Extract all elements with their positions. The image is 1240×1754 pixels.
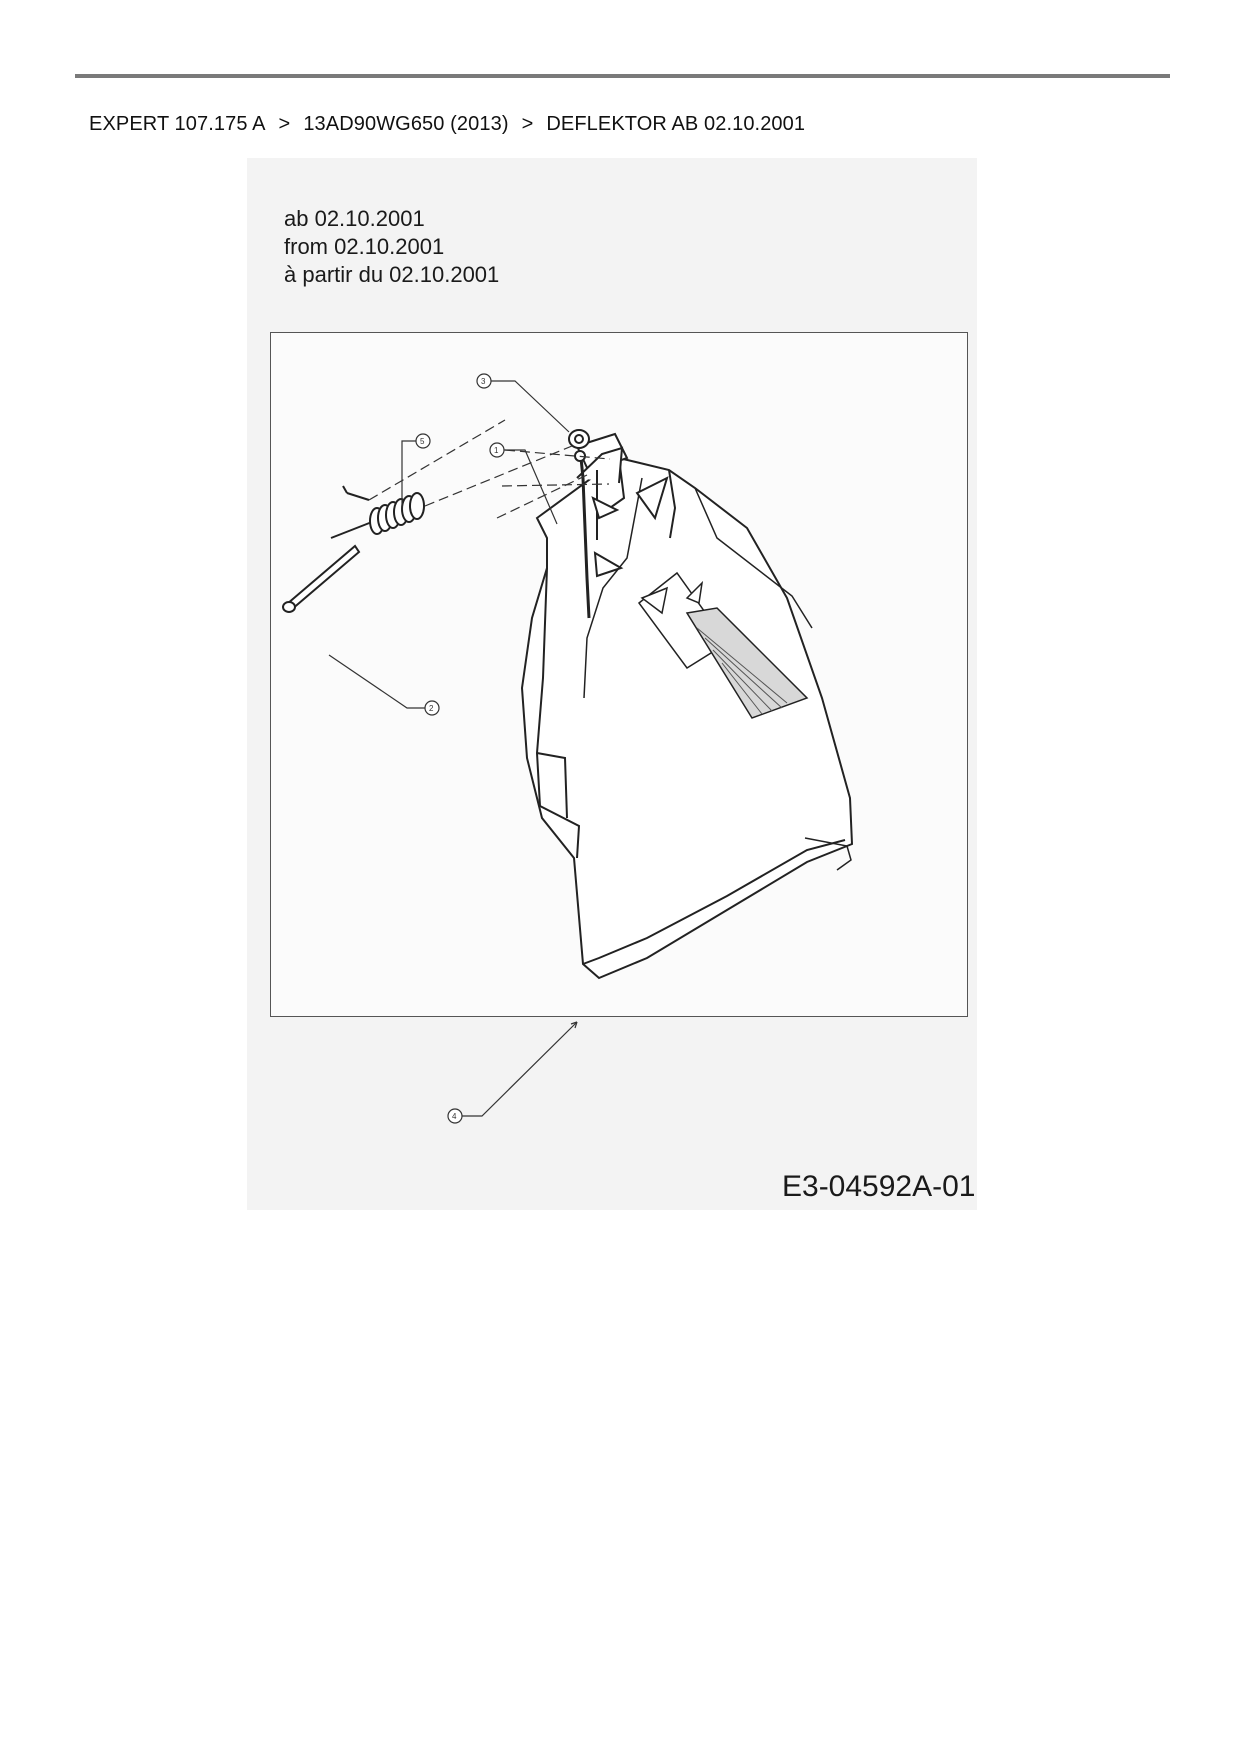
caption-english: from 02.10.2001 (284, 234, 445, 259)
callout-4-label: 4 (452, 1112, 457, 1121)
torsion-spring[interactable] (331, 486, 424, 538)
callout-4[interactable] (448, 1022, 577, 1123)
pivot-pin[interactable] (283, 546, 359, 612)
callout-3[interactable] (477, 374, 569, 432)
breadcrumb-separator: > (278, 113, 291, 135)
caption-french: à partir du 02.10.2001 (284, 262, 500, 287)
caption-german: ab 02.10.2001 (284, 206, 425, 231)
breadcrumb (89, 113, 805, 136)
breadcrumb-part-number[interactable]: 13AD90WG650 (2013) (303, 113, 509, 135)
callout-1-label: 1 (494, 446, 499, 455)
callout-5-label: 5 (420, 437, 425, 446)
breadcrumb-separator: > (521, 113, 534, 135)
callout-2[interactable] (329, 655, 439, 715)
breadcrumb-model[interactable]: EXPERT 107.175 A (89, 113, 266, 135)
callout-2-label: 2 (429, 704, 434, 713)
deflector-shield[interactable] (522, 458, 852, 978)
callout-3-label: 3 (481, 377, 486, 386)
breadcrumb-section: DEFLEKTOR AB 02.10.2001 (546, 113, 806, 135)
deflector-exploded-view (247, 158, 977, 1210)
top-rule (75, 74, 1170, 78)
drawing-number: E3-04592A-01 (782, 1170, 976, 1203)
lock-nut[interactable] (569, 430, 589, 448)
